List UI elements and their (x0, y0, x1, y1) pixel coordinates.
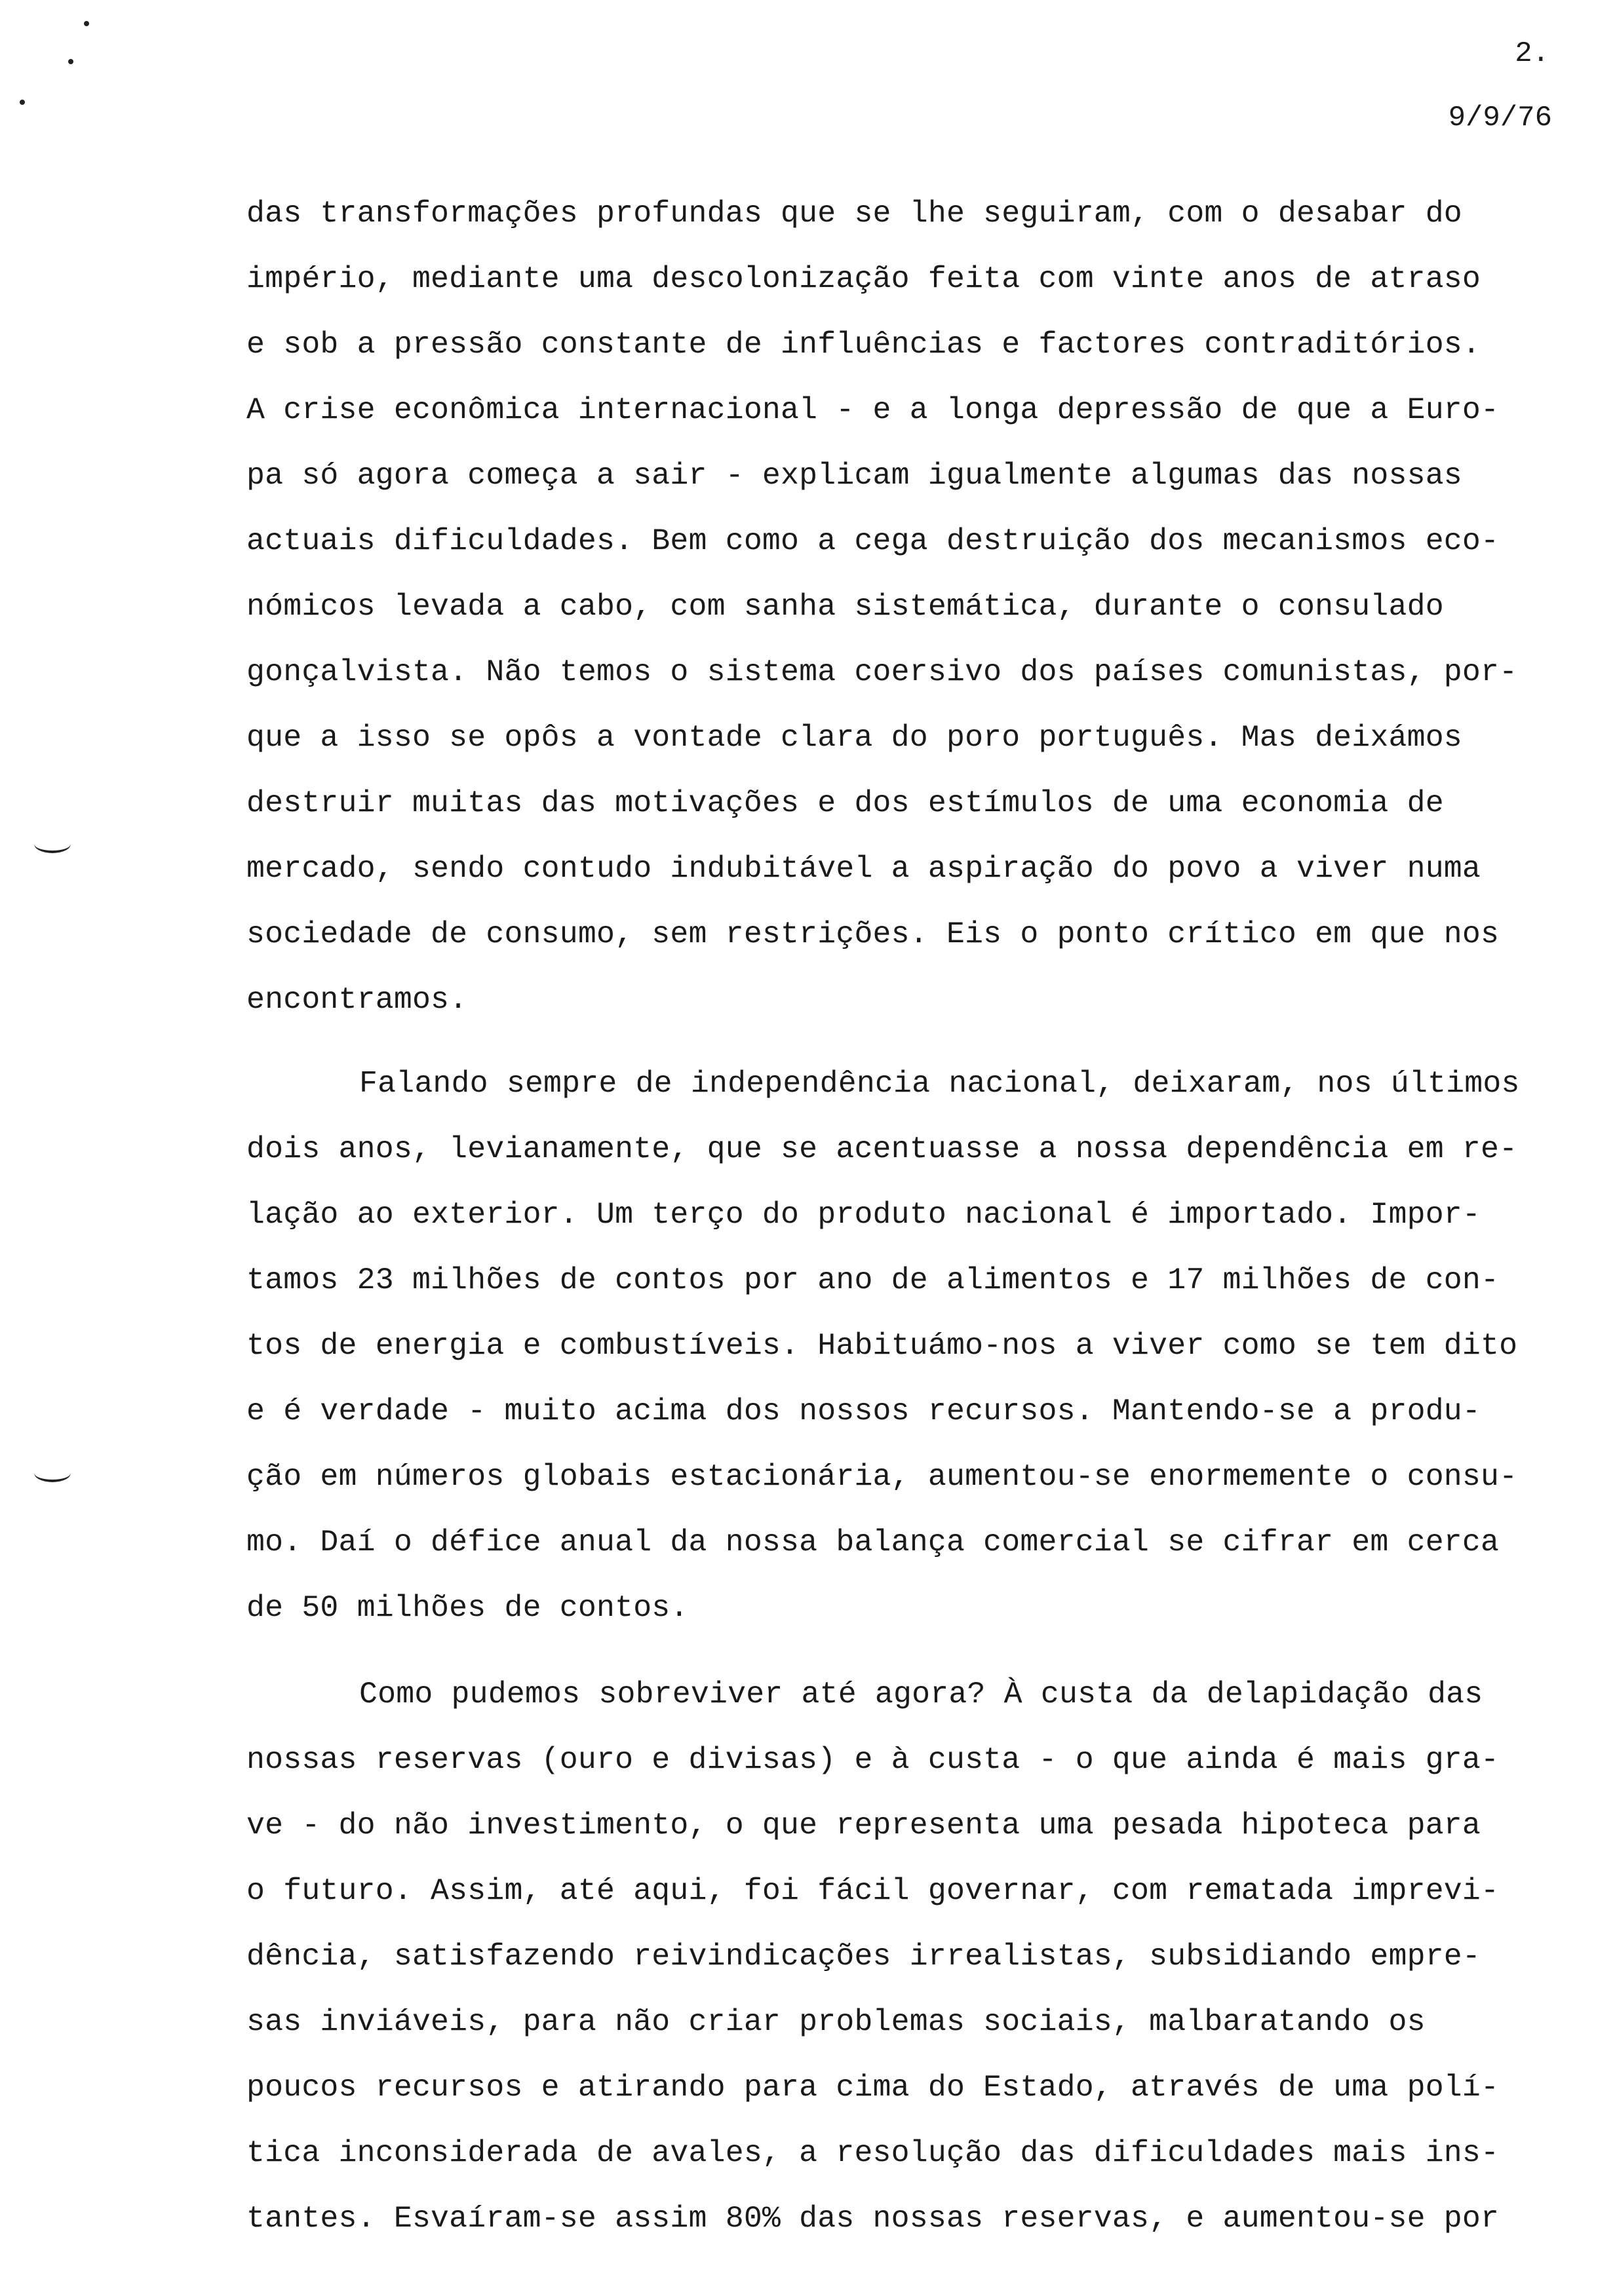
paragraph (246, 1662, 1570, 2251)
margin-mark (84, 21, 89, 26)
margin-bracket (34, 831, 71, 853)
text-line: das transformações profundas que se lhe seguiram, com o desabar do (246, 196, 1462, 231)
text-line: império, mediante uma descolonização feita com vinte anos de atraso (246, 261, 1481, 296)
text-line: Como pudemos sobreviver até agora? À custa da delapidação das (359, 1677, 1483, 1712)
text-line: A crise econômica internacional - e a longa depressão de que a Euro- (246, 392, 1500, 427)
text-line: ve - do não investimento, o que representa uma pesada hipoteca para (246, 1808, 1481, 1843)
text-line: pa só agora começa a sair - explicam igualmente algumas das nossas (246, 458, 1462, 493)
text-line: lação ao exterior. Um terço do produto nacional é importado. Impor- (246, 1197, 1481, 1232)
text-line: encontramos. (246, 982, 468, 1017)
text-line: mo. Daí o défice anual da nossa balança comercial se cifrar em cerca (246, 1525, 1500, 1559)
text-line: dois anos, levianamente, que se acentuasse a nossa dependência em re- (246, 1132, 1518, 1166)
text-line: actuais dificuldades. Bem como a cega destruição dos mecanismos eco- (246, 524, 1500, 558)
text-line: que a isso se opôs a vontade clara do poro português. Mas deixámos (246, 720, 1462, 755)
text-line: sas inviáveis, para não criar problemas sociais, malbaratando os (246, 2004, 1426, 2039)
text-line: gonçalvista. Não temos o sistema coersivo dos países comunistas, por- (246, 655, 1518, 689)
paragraph (246, 181, 1570, 1033)
text-line: e é verdade - muito acima dos nossos recursos. Mantendo-se a produ- (246, 1394, 1481, 1428)
margin-mark (20, 100, 25, 105)
text-line: o futuro. Assim, até aqui, foi fácil governar, com rematada imprevi- (246, 1873, 1500, 1908)
margin-mark (68, 59, 73, 64)
text-line: de 50 milhões de contos. (246, 1590, 689, 1625)
margin-bracket (34, 1460, 71, 1482)
text-line: ção em números globais estacionária, aumentou-se enormemente o consu- (246, 1459, 1518, 1494)
page-number: 2. (1515, 37, 1549, 70)
text-line: tantes. Esvaíram-se assim 80% das nossas reservas, e aumentou-se por (246, 2201, 1500, 2236)
text-line: sociedade de consumo, sem restrições. Eis o ponto crítico em que nos (246, 917, 1500, 951)
text-line: destruir muitas das motivações e dos estímulos de uma economia de (246, 786, 1444, 820)
paragraph (246, 1051, 1570, 1641)
text-line: mercado, sendo contudo indubitável a aspiração do povo a viver numa (246, 851, 1481, 886)
text-line: dência, satisfazendo reivindicações irrealistas, subsidiando empre- (246, 1939, 1481, 1974)
text-line: e sob a pressão constante de influências e factores contraditórios. (246, 327, 1481, 362)
text-line: Falando sempre de independência nacional, deixaram, nos últimos (359, 1066, 1520, 1101)
text-line: tamos 23 milhões de contos por ano de alimentos e 17 milhões de con- (246, 1263, 1500, 1297)
text-line: nossas reservas (ouro e divisas) e à custa - o que ainda é mais gra- (246, 1742, 1500, 1777)
text-line: poucos recursos e atirando para cima do Estado, através de uma polí- (246, 2070, 1500, 2105)
page-date: 9/9/76 (1448, 102, 1552, 134)
text-line: tica inconsiderada de avales, a resolução das dificuldades mais ins- (246, 2135, 1500, 2170)
text-line: nómicos levada a cabo, com sanha sistemática, durante o consulado (246, 589, 1444, 624)
text-line: tos de energia e combustíveis. Habituámo-nos a viver como se tem dito (246, 1328, 1518, 1363)
